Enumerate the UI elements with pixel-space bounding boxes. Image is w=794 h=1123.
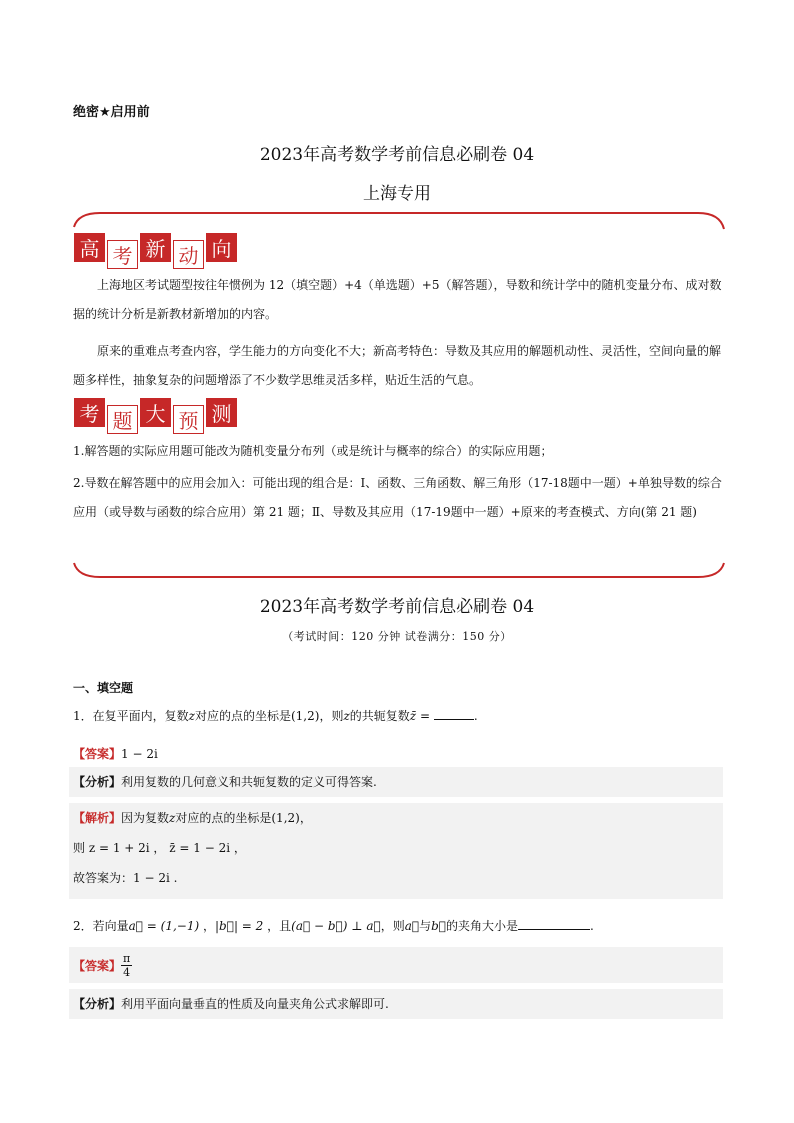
q2-stem-a: 2．若向量	[73, 919, 129, 933]
q1-eq: =	[416, 709, 434, 723]
q1-analysis: 利用复数的几何意义和共轭复数的定义可得答案.	[121, 775, 377, 789]
exam-info: （考试时间：120 分钟 试卷满分：150 分）	[282, 630, 512, 643]
q1-solution-coord: (1,2)	[271, 811, 300, 825]
q2-vec-a: a⃗ = (1,−1)	[128, 919, 200, 933]
page-title: 2023年高考数学考前信息必刷卷 04	[259, 145, 535, 165]
trend-char: 考	[107, 240, 138, 269]
q2-stem-c: ，则	[380, 919, 405, 933]
q1-solution-tag: 【解析】	[73, 811, 122, 825]
q2-answer-denominator: 4	[123, 965, 131, 979]
q2-answer-blank[interactable]	[518, 917, 590, 930]
q2-analysis-row	[69, 989, 723, 1019]
q1-answer-blank[interactable]	[434, 707, 474, 720]
forecast-heading-boxes	[74, 398, 237, 434]
q2-b: b⃗	[431, 919, 446, 933]
q1-solution-a: 因为复数	[121, 811, 170, 825]
q1-solution-end: ，	[299, 811, 312, 825]
q1-stem-c: ，则	[319, 709, 344, 723]
trend-heading-boxes	[74, 233, 237, 269]
q1-coord: (1,2)	[290, 709, 320, 723]
q1-answer-tag: 【答案】	[73, 747, 122, 761]
q2-perp: (a⃗ − b⃗) ⊥ a⃗	[291, 919, 381, 933]
q2-sep1: ，	[199, 919, 216, 933]
q2-answer-fraction	[121, 952, 132, 979]
forecast-char: 预	[173, 405, 204, 434]
forecast-item-1: 1.解答题的实际应用题可能改为随机变量分布列（或是统计与概率的综合）的实际应用题；	[73, 444, 553, 458]
q1-answer: 1 − 2i	[121, 747, 158, 761]
q1-solution-var: z	[169, 811, 176, 825]
q1-zbar: z̄	[409, 709, 417, 723]
q2-stem-b: ，且	[263, 919, 292, 933]
q2-analysis: 利用平面向量垂直的性质及向量夹角公式求解即可.	[121, 997, 389, 1011]
trend-char: 新	[140, 233, 171, 262]
trend-paragraph-2: 原来的重难点考查内容，学生能力的方向变化不大；新高考特色：导数及其应用的解题机动性、灵活性，空间向量的解题多样性，抽象复杂的问题增添了不少数学思维灵活多样，贴近生活的气息。	[73, 344, 722, 387]
q1-stem-b: 对应的点的坐标是	[194, 709, 291, 723]
exam-title: 2023年高考数学考前信息必刷卷 04	[259, 597, 535, 617]
q1-solution-b: 对应的点的坐标是	[175, 811, 272, 825]
q2-end: .	[590, 919, 594, 933]
page-subtitle: 上海专用	[363, 184, 431, 204]
forecast-char: 大	[140, 398, 171, 427]
q2-answer-numerator: π	[123, 951, 131, 965]
q2-a: a⃗	[404, 919, 420, 933]
q1-answer-row	[73, 745, 158, 762]
section-title: 一、填空题	[73, 681, 134, 695]
q2-analysis-tag: 【分析】	[73, 997, 122, 1011]
q2-answer-tag: 【答案】	[73, 958, 122, 973]
q1-end: .	[473, 709, 478, 723]
q1-solution-line3: 故答案为：1 − 2i .	[73, 871, 178, 885]
q2-answer-row	[69, 947, 723, 983]
q1-var-z: z	[188, 709, 195, 723]
trend-char: 动	[173, 240, 204, 269]
q1-stem-d: 的共轭复数	[349, 709, 410, 723]
q1-analysis-row	[69, 767, 723, 797]
trend-char: 高	[74, 233, 105, 262]
q1-stem-a: 1．在复平面内，复数	[73, 709, 189, 723]
trend-paragraph-1: 上海地区考试题型按往年惯例为 12（填空题）+4（单选题）+5（解答题），导数和统计学中的随机变量分布、成对数据的统计分析是新教材新增加的内容。	[73, 278, 722, 321]
confidential-label: 绝密★启用前	[73, 105, 150, 120]
q2-norm-b: |b⃗| = 2	[215, 919, 264, 933]
forecast-char: 测	[206, 398, 237, 427]
q1-analysis-tag: 【分析】	[73, 775, 122, 789]
q1-var-z2: z	[343, 709, 350, 723]
forecast-item-2: 2.导数在解答题中的应用会加入：可能出现的组合是：Ⅰ、函数、三角函数、解三角形（17-18题中一题）+单独导数的综合应用（或导数与函数的综合应用）第 21 题；Ⅱ、导数及其应用（17-19题中一题）+原来的考查模式、方向(第 21 题)	[73, 476, 722, 519]
q1-solution-block	[69, 803, 723, 899]
forecast-char: 考	[74, 398, 105, 427]
forecast-char: 题	[107, 405, 138, 434]
q1-solution-line2: 则 z = 1 + 2i ， z̄ = 1 − 2i ，	[73, 841, 246, 855]
question-1	[73, 707, 478, 724]
question-2	[73, 917, 594, 934]
q2-stem-d: 的夹角大小是	[445, 919, 518, 933]
q2-with: 与	[419, 919, 432, 933]
trend-char: 向	[206, 233, 237, 262]
